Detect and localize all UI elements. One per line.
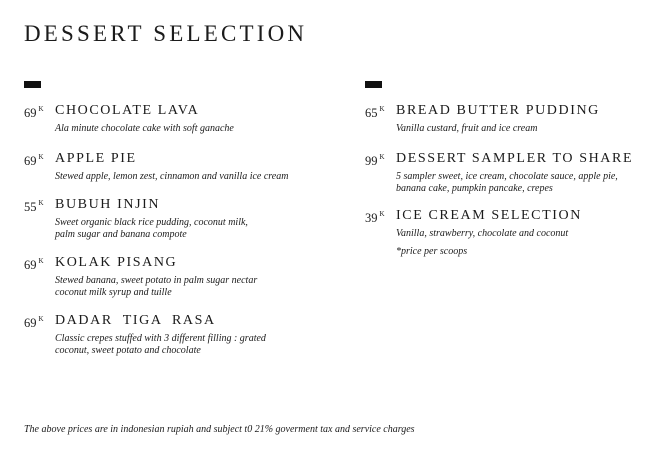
item-name: CHOCOLATE LAVA — [55, 103, 200, 118]
menu-item — [24, 312, 324, 357]
item-price: 65 $^K$ — [365, 105, 385, 120]
item-description: Sweet organic black rice pudding, coconut milk, palm sugar and banana compote — [55, 217, 248, 240]
item-description: Vanilla, strawberry, chocolate and coconut — [396, 228, 569, 239]
menu-item — [24, 102, 324, 135]
item-price: 39 $^K$ — [365, 210, 385, 225]
item-price: 69 $^K$ — [24, 257, 44, 272]
footer-disclaimer: The above prices are in indonesian rupiah and subject t0 21% goverment tax and service charges — [24, 424, 415, 435]
menu-item — [365, 150, 645, 195]
section-marker — [365, 81, 382, 88]
page-title: DESSERT SELECTION — [24, 21, 308, 46]
price-note: *price per scoops — [396, 246, 468, 257]
item-name: DADAR TIGA RASA — [55, 313, 216, 328]
item-name: BREAD BUTTER PUDDING — [396, 103, 600, 118]
item-name: ICE CREAM SELECTION — [396, 208, 582, 223]
item-description: Stewed apple, lemon zest, cinnamon and vanilla ice cream — [55, 171, 289, 182]
menu-item — [24, 150, 324, 183]
menu-item — [365, 207, 645, 258]
item-price: 55 $^K$ — [24, 199, 44, 214]
item-name: APPLE PIE — [55, 151, 137, 166]
item-price: 69 $^K$ — [24, 153, 44, 168]
item-description: Vanilla custard, fruit and ice cream — [396, 123, 538, 134]
item-price: 99 $^K$ — [365, 153, 385, 168]
item-name: BUBUH INJIN — [55, 197, 161, 212]
menu-item — [24, 196, 324, 241]
item-description: 5 sampler sweet, ice cream, chocolate sauce, apple pie, banana cake, pumpkin pancake, crepes — [396, 171, 618, 194]
item-description: Stewed banana, sweet potato in palm sugar nectar coconut milk syrup and tuille — [55, 275, 258, 298]
item-description: Ala minute chocolate cake with soft ganache — [55, 123, 234, 134]
menu-column-left — [24, 81, 324, 357]
item-description: Classic crepes stuffed with 3 different filling : grated coconut, sweet potato and chocolate — [55, 333, 266, 356]
menu-item — [24, 254, 324, 299]
item-price: 69 $^K$ — [24, 315, 44, 330]
item-price: 69 $^K$ — [24, 105, 44, 120]
menu-column-right — [365, 81, 645, 258]
item-name: KOLAK PISANG — [55, 255, 178, 270]
section-marker — [24, 81, 41, 88]
item-name: DESSERT SAMPLER TO SHARE — [396, 151, 634, 166]
menu-item — [365, 102, 645, 135]
